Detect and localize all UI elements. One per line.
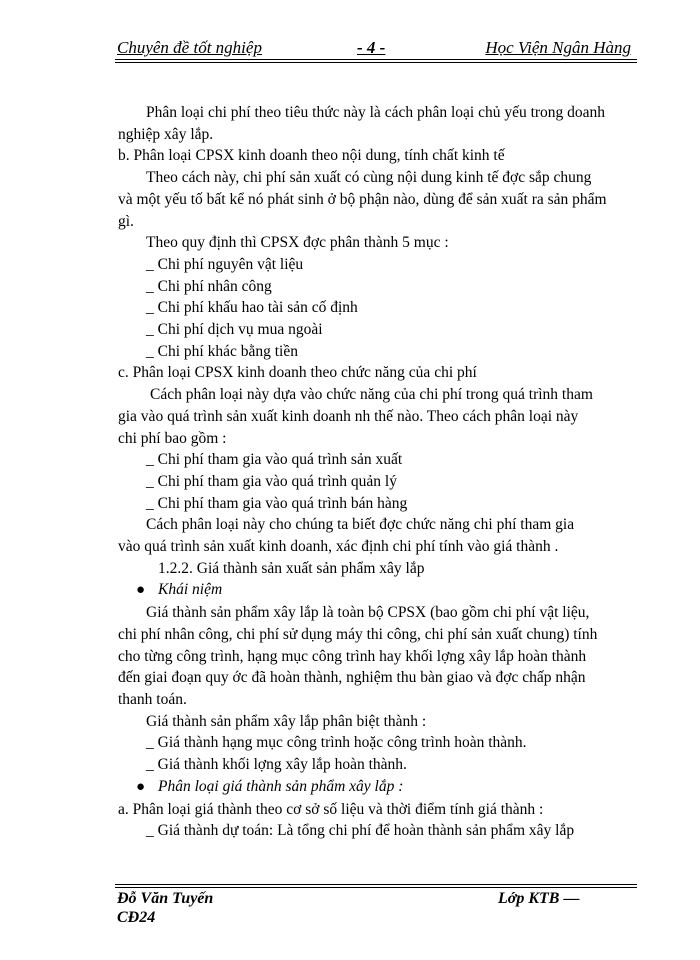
paragraph-line: chi phí bao gồm :	[118, 429, 227, 447]
bullet-dot-icon: ●	[136, 778, 146, 795]
footer-rule	[115, 884, 637, 885]
header-institution: Học Viện Ngân Hàng	[485, 38, 631, 57]
footer-class-code: CĐ24	[117, 909, 156, 926]
paragraph-line: Theo quy định thì CPSX đợc phân thành 5 mục :	[146, 234, 449, 252]
paragraph-line: Giá thành sản phẩm xây lắp là toàn bộ CPSX (bao gồm chi phí vật liệu,	[146, 604, 590, 622]
paragraph-line: Giá thành sản phẩm xây lắp phân biệt thành :	[146, 712, 427, 730]
list-item: _ Chi phí khấu hao tài sản cố định	[146, 299, 358, 317]
bullet-heading-text: Phân loại giá thành sản phẩm xây lắp :	[158, 777, 404, 795]
bullet-heading	[118, 776, 638, 799]
list-item: _ Giá thành dự toán: Là tổng chi phí để hoàn thành sản phẩm xây lắp	[146, 822, 575, 840]
paragraph-line: gì.	[118, 212, 134, 230]
bullet-heading	[118, 579, 638, 602]
paragraph-line: cho từng công trình, hạng mục công trình hay khối lợng xây lắp hoàn thành	[118, 647, 587, 665]
paragraph-line: Phân loại chi phí theo tiêu thức này là cách phân loại chủ yếu trong doanh	[146, 104, 606, 121]
list-item: _ Chi phí khác bằng tiền	[146, 342, 298, 360]
paragraph-line: vào quá trình sản xuất kinh doanh, xác định chi phí tính vào giá thành .	[118, 538, 559, 556]
page-header	[115, 38, 635, 60]
section-heading: c. Phân loại CPSX kinh doanh theo chức năng của chi phí	[118, 364, 477, 382]
paragraph-line: thanh toán.	[118, 690, 187, 708]
paragraph-line: chi phí nhân công, chi phí sử dụng máy thi công, chi phí sản xuất chung) tính	[118, 625, 598, 643]
section-heading: a. Phân loại giá thành theo cơ sở số liệu và thời điểm tính giá thành :	[118, 800, 544, 818]
header-document-type: Chuyên đề tốt nghiệp	[117, 38, 262, 57]
document-body	[118, 102, 638, 842]
bullet-heading-text: Khái niệm	[158, 581, 223, 599]
list-item: _ Chi phí tham gia vào quá trình bán hàng	[146, 494, 408, 512]
header-page-number: - 4 -	[357, 38, 386, 57]
paragraph-line: Cách phân loại này cho chúng ta biết đợc chức năng chi phí tham gia	[146, 516, 575, 534]
paragraph-line: gia vào quá trình sản xuất kinh doanh nh thế nào. Theo cách phân loại này	[118, 407, 579, 425]
paragraph-line: Cách phân loại này dựa vào chức năng của chi phí trong quá trình tham	[150, 386, 593, 404]
list-item: _ Chi phí dịch vụ mua ngoài	[146, 321, 323, 339]
paragraph-line: Theo cách này, chi phí sản xuất có cùng nội dung kinh tế đợc sắp chung	[146, 169, 592, 187]
list-item: _ Chi phí nguyên vật liệu	[146, 255, 304, 273]
paragraph-line: đến giai đoạn quy ớc đã hoàn thành, nghiệm thu bàn giao và đợc chấp nhận	[118, 669, 586, 687]
paragraph-line: và một yếu tố bất kể nó phát sinh ở bộ phận nào, dùng để sản xuất ra sản phẩm	[118, 190, 607, 208]
footer-class-label: Lớp KTB —	[498, 890, 580, 907]
bullet-dot-icon: ●	[136, 582, 146, 599]
footer-author: Đỗ Văn Tuyến	[117, 890, 214, 907]
list-item: _ Giá thành hạng mục công trình hoặc công trình hoàn thành.	[146, 734, 527, 752]
section-heading: b. Phân loại CPSX kinh doanh theo nội dung, tính chất kinh tế	[118, 147, 505, 165]
list-item: _ Giá thành khối lợng xây lắp hoàn thành.	[146, 756, 407, 774]
list-item: _ Chi phí nhân công	[146, 277, 272, 295]
subsection-heading: 1.2.2. Giá thành sản xuất sản phẩm xây lắp	[158, 559, 425, 577]
header-rule	[115, 59, 637, 60]
list-item: _ Chi phí tham gia vào quá trình sản xuất	[146, 451, 403, 469]
footer-rule-second	[115, 887, 637, 888]
paragraph-line: nghiệp xây lắp.	[118, 125, 214, 143]
header-rule-second	[115, 62, 637, 63]
list-item: _ Chi phí tham gia vào quá trình quản lý	[146, 472, 397, 490]
